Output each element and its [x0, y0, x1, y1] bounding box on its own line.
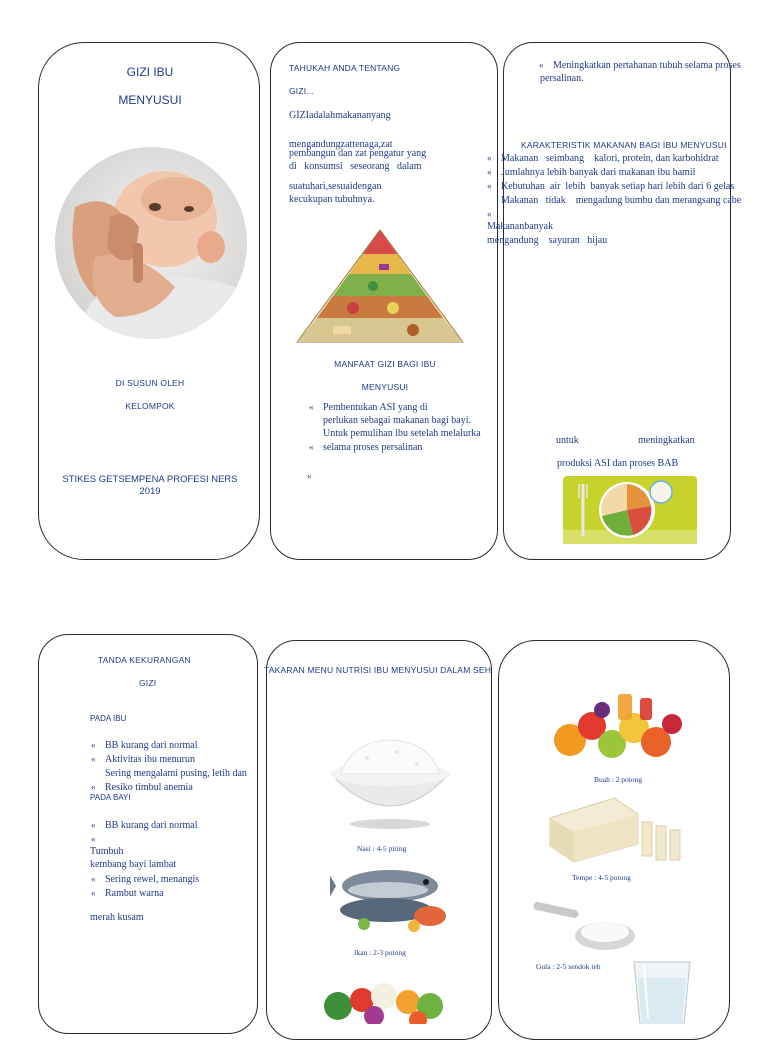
fish-caption: Ikan : 2-3 potong: [354, 948, 406, 957]
benefit-title-2: MENYUSUI: [361, 382, 409, 392]
characteristics-title: KARAKTERISTIK MAKANAN BAGI IBU MENYUSUI: [521, 140, 727, 150]
char-item-3: « Kebutuhan air lebih banyak setiap hari lebih dari 6 gelas: [501, 180, 734, 193]
cover-panel: [38, 42, 260, 560]
institution-name: STIKES GETSEMPENA PROFESI NERS: [62, 474, 238, 485]
benefit-item-1-line-2: perlukan sebagai makanan bagi bayi.: [323, 415, 471, 426]
benefit-item-1: [323, 401, 499, 414]
fish-image: [330, 860, 454, 936]
sugar-spoon-image: [533, 898, 637, 958]
tempe-caption: Tempe : 4-5 potong: [572, 873, 631, 882]
water-glass-image: [630, 960, 694, 1024]
baby-label: PADA BAYI: [90, 793, 131, 802]
baby-item-3: « Sering rewel, menangis: [105, 873, 199, 886]
rice-caption: Nasi : 4-5 piring: [357, 844, 407, 853]
healthy-plate-image: [563, 476, 697, 544]
untuk-word: untuk: [556, 435, 579, 446]
char-item-5-line-2: mengandung sayuran hijau: [487, 235, 608, 246]
baby-bullet-2: «: [91, 834, 96, 844]
food-pyramid-image: [293, 226, 467, 346]
meningkatkan-word: meningkatkan: [638, 435, 695, 446]
tempe-image: [544, 792, 684, 868]
definition-line-6: kecukupan tubuhnya.: [289, 194, 375, 205]
benefit-item-2-line-2: « selama proses persalinan: [323, 442, 423, 453]
char-item-5-line-1: Makananbanyak: [487, 221, 554, 232]
sugar-caption: Gula : 2-5 sendok teh: [536, 962, 601, 971]
fruit-caption: Buah : 2 potong: [594, 775, 643, 784]
baby-item-1: « BB kurang dari normal: [105, 819, 197, 832]
rice-bowl-image: [327, 738, 453, 830]
mother-item-4: « Resiko timbul anemia: [105, 781, 193, 794]
mother-label: PADA IBU: [90, 714, 127, 723]
definition-line-4: di konsumsi seseorang dalam: [289, 161, 422, 172]
year-label: 2019: [139, 486, 161, 497]
cover-title-line1: GIZI IBU: [126, 65, 174, 79]
fruits-image: [548, 688, 684, 768]
empty-bullet: «: [307, 471, 312, 481]
benefit-item-1-line-1: « Pembentukan ASI yang di: [323, 402, 428, 413]
char-bullet-5: «: [487, 209, 492, 219]
about-heading: TAHUKAH ANDA TENTANG: [289, 63, 401, 73]
mother-item-1: « BB kurang dari normal: [105, 739, 197, 752]
char-item-1: « Makanan seimbang kalori, protein, dan karbohidrat: [501, 152, 719, 165]
asi-production-line: produksi ASI dan proses BAB: [557, 458, 679, 469]
menu-title: TAKARAN MENU NUTRISI IBU MENYUSUI DALAM SEH: [264, 665, 492, 675]
definition-line-2: mengandungzattenaga,zat: [289, 139, 393, 150]
deficiency-panel: [38, 634, 258, 1034]
baby-item-4-line-2: merah kusam: [90, 912, 144, 923]
defense-benefit-text: Meningkatkan pertahanan tubuh selama proses: [553, 60, 741, 71]
benefit-title-1: MANFAAT GIZI BAGI IBU: [334, 359, 436, 369]
mother-item-3: « Sering mengalami pusing, letih dan: [105, 767, 264, 780]
baby-item-2-line-2: kembang bayi lambat: [90, 859, 177, 870]
benefit-item-2: [323, 441, 499, 454]
benefit-item-2-line-1: Untuk pemulihan ibu setelah melalurka: [323, 428, 481, 439]
definition-line-3: pembangun dan zat pengatur yang: [289, 148, 427, 159]
definition-line-5: suatuhari,sesuaidengan: [289, 181, 382, 192]
char-item-2: « Jumlahnya lebih banyak dari makanan ibu hamil: [501, 166, 695, 179]
definition-line-1: GIZIadalahmakananyang: [289, 110, 391, 121]
about-panel: [270, 42, 498, 560]
about-heading-2: GIZI...: [289, 86, 315, 96]
vegetables-image: [318, 966, 454, 1024]
compiled-by-label: DI SUSUN OLEH: [115, 378, 185, 388]
baby-item-4: « Rambut warna: [105, 887, 164, 900]
char-item-4: « Makanan tidak mengadung bumbu dan merangsang cabe: [501, 194, 768, 207]
mother-item-2: « Aktivitas ibu menurun: [105, 753, 195, 766]
cover-title-line2: MENYUSUI: [118, 93, 182, 107]
group-label: KELOMPOK: [125, 401, 175, 411]
baby-item-2-line-1: Tumbuh: [90, 846, 124, 857]
defense-benefit: [553, 59, 741, 72]
deficiency-title-2: GIZI: [139, 678, 157, 688]
breastfeeding-photo: [55, 147, 247, 339]
deficiency-title-1: TANDA KEKURANGAN: [98, 655, 191, 665]
defense-benefit-line-2: persalinan.: [540, 73, 584, 84]
